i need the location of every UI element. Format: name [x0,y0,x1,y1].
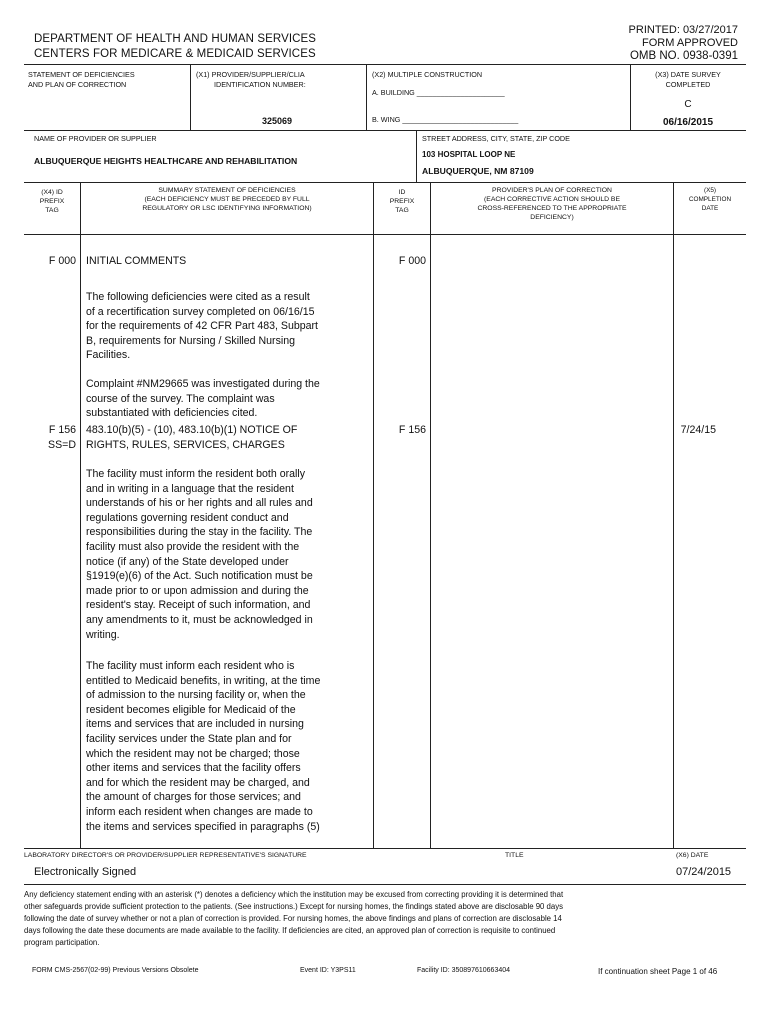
completion-date: 7/24/15 [680,424,716,436]
id-header-2: PREFIX [389,198,415,205]
id-header-3: TAG [395,207,409,214]
x4-header [26,188,78,215]
provider-number: 325069 [262,116,293,126]
x1-label-1: (X1) PROVIDER/SUPPLIER/CLIA [196,70,305,79]
dept-line-2: CENTERS FOR MEDICARE & MEDICAID SERVICES [34,48,316,60]
rule-v3 [630,64,631,130]
col-rule-4 [673,182,674,848]
printed-date: PRINTED: 03/27/2017 [628,24,738,36]
tag-f000: F 000 [48,255,76,267]
plan-header [432,186,672,222]
signature-label: LABORATORY DIRECTOR'S OR PROVIDER/SUPPLIER REPRESENTATIVE'S SIGNATURE [24,852,307,859]
x5-header-3: DATE [701,205,719,212]
summary-header-3: REGULATORY OR LSC IDENTIFYING INFORMATION) [142,205,312,212]
x4-header-3: TAG [45,207,59,214]
survey-date: 06/16/2015 [662,117,714,128]
x5-header-1: (X5) [703,187,717,194]
x4-header-1: (X4) ID [41,189,63,196]
title-label: TITLE [505,852,524,859]
rule-v2 [366,64,367,130]
x3-label [632,70,744,89]
id-header-1: ID [398,189,406,196]
rule-signature-bottom [24,884,746,885]
tag-f156: F 156 [48,424,76,436]
rule-v1 [190,64,191,130]
x2-label: (X2) MULTIPLE CONSTRUCTION [372,70,483,79]
f156-title: 483.10(b)(5) - (10), 483.10(b)(1) NOTICE OF RIGHTS, RULES, SERVICES, CHARGES [86,424,298,451]
footer-page: If continuation sheet Page 1 of 46 [598,967,718,976]
address-line-1: 103 HOSPITAL LOOP NE [422,150,516,159]
col-rule-2 [373,182,374,848]
wing-label: B. WING _____________________________ [372,115,519,124]
x1-label-2: IDENTIFICATION NUMBER: [214,79,306,89]
building-label: A. BUILDING ______________________ [372,88,505,97]
provider-label: NAME OF PROVIDER OR SUPPLIER [34,134,157,143]
plan-header-3: CROSS-REFERENCED TO THE APPROPRIATE [477,205,627,212]
col-rule-1 [80,182,81,848]
footer-event-id: Event ID: Y3PS11 [300,967,356,974]
rule-signature-top [24,848,746,849]
x3-code: C [684,99,692,110]
statement-label-2: AND PLAN OF CORRECTION [28,79,127,89]
paragraph-medicaid: The facility must inform each resident who is entitled to Medicaid benefits, in writing, at the time of admission to the nursing facility or, when the resident becomes eligible for Medicaid of the items and services that are included in nursing facility services under the State plan and for which the resident may not be charged; those other items and services that the facility offers and for which the resident may be charged, and the amount of charges for those services; and inform each resident when changes are made to the items and services specified in paragraphs (5) [86,660,321,833]
x3-label-2: COMPLETED [665,79,711,89]
rule-top [24,64,746,65]
x5-header [674,186,746,213]
provider-name: ALBUQUERQUE HEIGHTS HEALTHCARE AND REHABILITATION [34,156,298,166]
paragraph-inform-rights: The facility must inform the resident both orally and in writing in a language that the resident understands of his or her rights and all rules and regulations governing resident conduct and responsibilities during the stay in the facility. The facility must also provide the resident with the notice (if any) of the State developed under §1919(e)(6) of the Act. Such notification must be made prior to or upon admission and during the resident's stay. Receipt of such information, and any amendments to it, must be acknowledged in writing. [86,468,313,641]
paragraph-complaint: Complaint #NM29665 was investigated during the course of the survey. The complaint was substantiated with deficiencies cited. [86,378,320,420]
x4-header-2: PREFIX [39,198,65,205]
summary-header [82,186,372,213]
rule-v4 [416,130,417,182]
rule-mid [24,130,746,131]
plan-header-2: (EACH CORRECTIVE ACTION SHOULD BE [484,196,620,203]
tag-f156-right: F 156 [398,424,426,436]
signature-value: Electronically Signed [34,866,137,878]
omb-number: OMB NO. 0938-0391 [629,50,738,62]
x3-label-1: (X3) DATE SURVEY [655,70,721,79]
form-approved: FORM APPROVED [642,37,738,49]
x1-label [196,70,306,89]
address-line-2: ALBUQUERQUE, NM 87109 [422,166,534,176]
dept-line-1: DEPARTMENT OF HEALTH AND HUMAN SERVICES [34,33,317,45]
tag-scope-severity: SS=D [48,439,76,451]
footer-facility-id: Facility ID: 350897610663404 [417,967,511,974]
print-info [629,24,738,63]
x5-header-2: COMPLETION [688,196,732,203]
col-rule-3 [430,182,431,848]
disclaimer-text: Any deficiency statement ending with an asterisk (*) denotes a deficiency which the institution may be excused from correcting providing it is determined that other safeguards provide sufficient protection to the patients. (See instructions.) Except for nursing homes, the findings stated above are disclosable 90 days following the date of survey whether or not a plan of correction is provided. For nursing homes, the above findings and plans of correction are disclosable 14 days following the date these documents are made available to the facility. If deficiencies are cited, an approved plan of correction is requisite to continued program participation. [24,890,564,947]
signature-date: 07/24/2015 [676,866,732,878]
address-label: STREET ADDRESS, CITY, STATE, ZIP CODE [422,134,570,143]
tag-f000-right: F 000 [398,255,426,267]
summary-header-1: SUMMARY STATEMENT OF DEFICIENCIES [158,187,296,194]
date-label: (X6) DATE [676,852,709,859]
initial-comments-title: INITIAL COMMENTS [86,255,187,267]
statement-label [28,70,135,89]
summary-header-2: (EACH DEFICIENCY MUST BE PRECEDED BY FULL [144,196,310,203]
rule-cols [24,182,746,183]
department-heading [34,32,316,62]
paragraph-recertification: The following deficiencies were cited as a result of a recertification survey completed on 06/16/15 for the requirements of 42 CFR Part 483, Subpart B, requirements for Nursing / Skilled Nursing Facilities. [86,291,319,362]
plan-header-1: PROVIDER'S PLAN OF CORRECTION [492,187,612,194]
rule-header-bottom [24,234,746,235]
footer-form: FORM CMS-2567(02-99) Previous Versions Obsolete [32,967,199,974]
id-header [374,188,430,215]
plan-header-4: DEFICIENCY) [530,214,574,221]
statement-label-1: STATEMENT OF DEFICIENCIES [28,70,135,79]
